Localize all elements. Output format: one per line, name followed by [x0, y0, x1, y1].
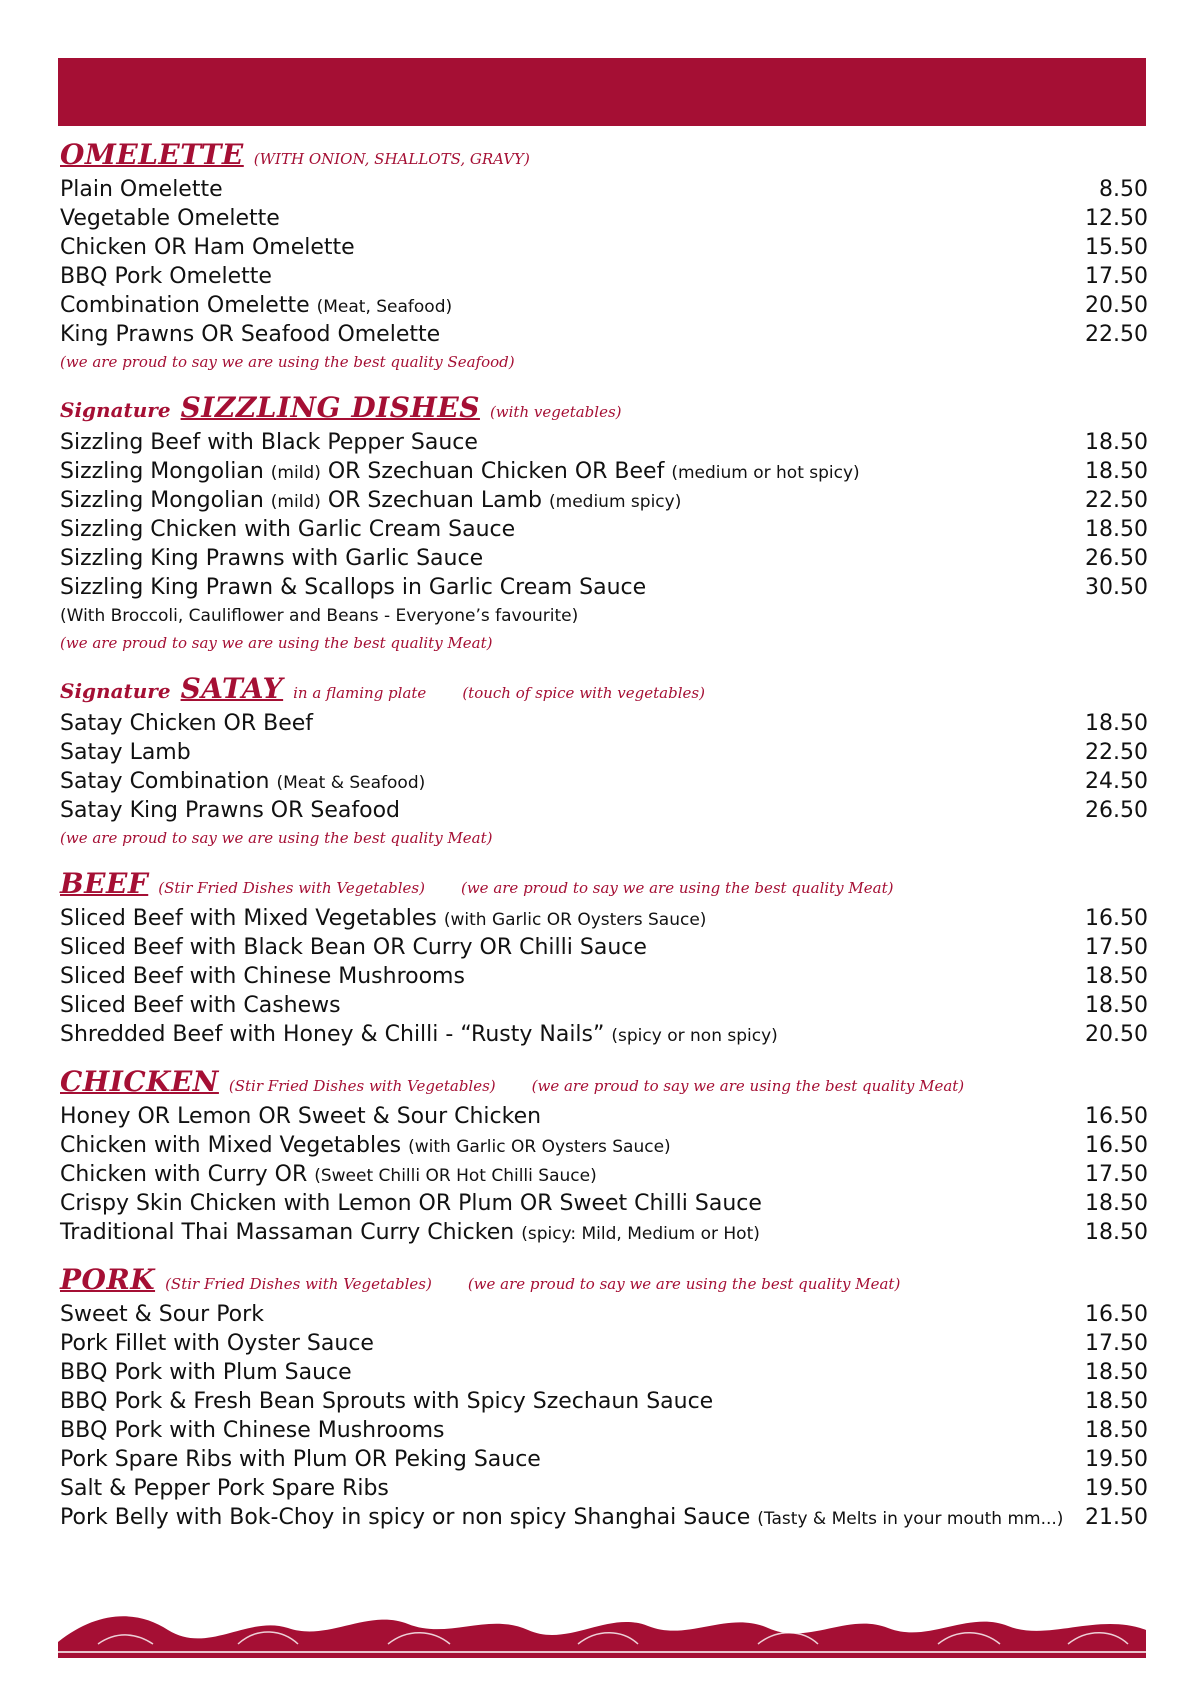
item-name: Satay Chicken OR Beef — [60, 711, 314, 736]
section-heading — [60, 1263, 1148, 1296]
item-price: 18.50 — [1085, 1220, 1148, 1245]
section-prefix: Signature — [60, 679, 171, 703]
menu-item — [60, 1474, 1148, 1503]
section-heading — [60, 867, 1148, 900]
item-price: 22.50 — [1085, 488, 1148, 513]
item-name: Sizzling King Prawn & Scallops in Garlic Cream Sauce — [60, 575, 647, 600]
section-pork — [60, 1263, 1148, 1532]
item-extra: (mild) — [270, 492, 321, 512]
section-title: SATAY — [180, 672, 284, 705]
section-prefix: Signature — [60, 398, 171, 422]
menu-item — [60, 1160, 1148, 1189]
item-price: 26.50 — [1085, 798, 1148, 823]
item-name-text: Sizzling Mongolian — [60, 488, 264, 513]
item-name: Satay King Prawns OR Seafood — [60, 798, 401, 823]
ornamental-footer-border — [58, 1600, 1146, 1658]
item-name: Vegetable Omelette — [60, 206, 280, 231]
item-name-text: Combination Omelette — [60, 293, 310, 318]
menu-item — [60, 486, 1148, 515]
item-name — [60, 1020, 778, 1049]
menu-item — [60, 1020, 1148, 1049]
item-price: 16.50 — [1085, 1104, 1148, 1129]
menu-item — [60, 962, 1148, 991]
section-subtitle-2: (we are proud to say we are using the best quality Meat) — [467, 1275, 901, 1293]
item-name: Salt & Pepper Pork Spare Ribs — [60, 1476, 389, 1501]
item-name-text-2: OR Szechuan Lamb — [327, 488, 543, 513]
item-price: 15.50 — [1085, 235, 1148, 260]
menu-item — [60, 1189, 1148, 1218]
menu-item — [60, 1503, 1148, 1532]
menu-item — [60, 796, 1148, 825]
item-name: BBQ Pork with Chinese Mushrooms — [60, 1418, 445, 1443]
item-price: 18.50 — [1085, 1389, 1148, 1414]
menu-item — [60, 1445, 1148, 1474]
section-sizzling — [60, 391, 1148, 656]
section-subtitle-2: (we are proud to say we are using the best quality Meat) — [531, 1077, 965, 1095]
item-name: Sizzling King Prawns with Garlic Sauce — [60, 546, 484, 571]
item-name: Sliced Beef with Cashews — [60, 993, 341, 1018]
item-price: 17.50 — [1085, 935, 1148, 960]
item-extra: (spicy or non spicy) — [611, 1026, 778, 1046]
menu-item — [60, 1416, 1148, 1445]
item-price: 18.50 — [1085, 430, 1148, 455]
item-name — [60, 1503, 1063, 1532]
item-name: BBQ Pork Omelette — [60, 264, 272, 289]
menu-item — [60, 573, 1148, 602]
item-price: 19.50 — [1085, 1447, 1148, 1472]
item-name: Sizzling Chicken with Garlic Cream Sauce — [60, 517, 516, 542]
header-band — [58, 58, 1146, 126]
menu-item — [60, 904, 1148, 933]
menu-item — [60, 991, 1148, 1020]
item-price: 19.50 — [1085, 1476, 1148, 1501]
item-price: 20.50 — [1085, 1022, 1148, 1047]
menu-item — [60, 738, 1148, 767]
item-name: King Prawns OR Seafood Omelette — [60, 322, 441, 347]
section-title: PORK — [60, 1263, 156, 1296]
item-price: 17.50 — [1085, 264, 1148, 289]
section-beef — [60, 867, 1148, 1049]
item-name-text: Chicken with Curry OR — [60, 1162, 308, 1187]
item-extra: (Sweet Chilli OR Hot Chilli Sauce) — [314, 1166, 597, 1186]
menu-item — [60, 1329, 1148, 1358]
menu-content — [60, 138, 1148, 1548]
item-price: 18.50 — [1085, 1191, 1148, 1216]
item-extra: (spicy: Mild, Medium or Hot) — [521, 1224, 760, 1244]
item-name: Pork Fillet with Oyster Sauce — [60, 1331, 374, 1356]
menu-item — [60, 1300, 1148, 1329]
item-name — [60, 291, 452, 320]
item-price: 26.50 — [1085, 546, 1148, 571]
item-price: 30.50 — [1085, 575, 1148, 600]
menu-item — [60, 291, 1148, 320]
item-name: Plain Omelette — [60, 177, 223, 202]
item-price: 17.50 — [1085, 1331, 1148, 1356]
item-name-text: Pork Belly with Bok-Choy in spicy or non spicy Shanghai Sauce — [60, 1505, 751, 1530]
item-price: 20.50 — [1085, 293, 1148, 318]
menu-item — [60, 175, 1148, 204]
item-name — [60, 904, 706, 933]
item-name — [60, 1218, 760, 1247]
menu-item — [60, 515, 1148, 544]
section-heading — [60, 391, 1148, 424]
item-name — [60, 486, 681, 515]
item-name: Satay Lamb — [60, 740, 191, 765]
item-name — [60, 457, 860, 486]
item-price: 8.50 — [1099, 177, 1148, 202]
section-subtitle: (with vegetables) — [489, 403, 622, 421]
item-name — [60, 1160, 597, 1189]
section-subtitle: (WITH ONION, SHALLOTS, GRAVY) — [253, 150, 530, 168]
section-satay — [60, 672, 1148, 851]
section-title: CHICKEN — [60, 1065, 219, 1098]
section-subtitle: (Stir Fried Dishes with Vegetables) — [228, 1077, 496, 1095]
section-chicken — [60, 1065, 1148, 1247]
item-price: 18.50 — [1085, 993, 1148, 1018]
section-omelette — [60, 138, 1148, 375]
item-price: 17.50 — [1085, 1162, 1148, 1187]
section-subtitle-2: (we are proud to say we are using the best quality Meat) — [460, 879, 894, 897]
item-extra: (with Garlic OR Oysters Sauce) — [408, 1137, 671, 1157]
item-extra: (Meat & Seafood) — [276, 773, 426, 793]
menu-item — [60, 262, 1148, 291]
menu-item — [60, 1218, 1148, 1247]
item-name-text: Chicken with Mixed Vegetables — [60, 1133, 402, 1158]
item-name — [60, 1131, 671, 1160]
item-price: 22.50 — [1085, 322, 1148, 347]
item-name: Crispy Skin Chicken with Lemon OR Plum OR Sweet Chilli Sauce — [60, 1191, 762, 1216]
item-name: Pork Spare Ribs with Plum OR Peking Sauce — [60, 1447, 541, 1472]
item-name-text: Sliced Beef with Mixed Vegetables — [60, 906, 437, 931]
menu-item — [60, 1358, 1148, 1387]
item-name-text: Shredded Beef with Honey & Chilli - “Rusty Nails” — [60, 1022, 605, 1047]
item-price: 18.50 — [1085, 1360, 1148, 1385]
menu-item — [60, 457, 1148, 486]
item-price: 24.50 — [1085, 769, 1148, 794]
section-note: (With Broccoli, Cauliflower and Beans - Everyone’s favourite) — [60, 606, 579, 626]
section-heading — [60, 1065, 1148, 1098]
menu-item — [60, 1387, 1148, 1416]
item-price: 12.50 — [1085, 206, 1148, 231]
section-heading — [60, 138, 1148, 171]
section-subtitle: in a flaming plate — [293, 684, 427, 702]
item-extra: (with Garlic OR Oysters Sauce) — [443, 910, 707, 930]
section-subtitle: (Stir Fried Dishes with Vegetables) — [158, 879, 425, 897]
menu-item — [60, 709, 1148, 738]
item-price: 18.50 — [1085, 517, 1148, 542]
item-name: Honey OR Lemon OR Sweet & Sour Chicken — [60, 1104, 542, 1129]
item-price: 21.50 — [1085, 1505, 1148, 1530]
item-extra: (Tasty & Melts in your mouth mm...) — [757, 1509, 1064, 1529]
menu-item — [60, 1131, 1148, 1160]
item-price: 18.50 — [1085, 711, 1148, 736]
item-price: 16.50 — [1085, 906, 1148, 931]
section-title: SIZZLING DISHES — [180, 391, 480, 424]
section-heading — [60, 672, 1148, 705]
item-name-text: Traditional Thai Massaman Curry Chicken — [60, 1220, 515, 1245]
quality-note: (we are proud to say we are using the best quality Seafood) — [60, 353, 515, 371]
menu-item — [60, 1102, 1148, 1131]
menu-item — [60, 428, 1148, 457]
section-subtitle-2: (touch of spice with vegetables) — [462, 684, 705, 702]
item-extra-2: (medium or hot spicy) — [671, 463, 860, 483]
menu-item — [60, 933, 1148, 962]
item-price: 16.50 — [1085, 1133, 1148, 1158]
menu-item — [60, 767, 1148, 796]
item-name-text: Sizzling Mongolian — [60, 459, 264, 484]
quality-note: (we are proud to say we are using the best quality Meat) — [60, 634, 493, 652]
section-title: BEEF — [60, 867, 149, 900]
item-name: Sliced Beef with Black Bean OR Curry OR Chilli Sauce — [60, 935, 647, 960]
item-name-text-2: OR Szechuan Chicken OR Beef — [327, 459, 665, 484]
item-price: 18.50 — [1085, 459, 1148, 484]
item-extra: (mild) — [270, 463, 321, 483]
item-name: Sweet & Sour Pork — [60, 1302, 264, 1327]
item-price: 16.50 — [1085, 1302, 1148, 1327]
item-price: 22.50 — [1085, 740, 1148, 765]
item-name: Sliced Beef with Chinese Mushrooms — [60, 964, 465, 989]
item-name: BBQ Pork & Fresh Bean Sprouts with Spicy Szechaun Sauce — [60, 1389, 714, 1414]
item-price: 18.50 — [1085, 964, 1148, 989]
section-subtitle: (Stir Fried Dishes with Vegetables) — [165, 1275, 432, 1293]
item-extra: (Meat, Seafood) — [316, 297, 453, 317]
item-extra-2: (medium spicy) — [549, 492, 682, 512]
menu-item — [60, 544, 1148, 573]
menu-item — [60, 204, 1148, 233]
item-name: Chicken OR Ham Omelette — [60, 235, 355, 260]
menu-item — [60, 320, 1148, 349]
section-title: OMELETTE — [60, 138, 244, 171]
menu-item — [60, 233, 1148, 262]
quality-note: (we are proud to say we are using the best quality Meat) — [60, 829, 493, 847]
item-name — [60, 767, 425, 796]
item-name: Sizzling Beef with Black Pepper Sauce — [60, 430, 478, 455]
item-name: BBQ Pork with Plum Sauce — [60, 1360, 352, 1385]
item-price: 18.50 — [1085, 1418, 1148, 1443]
item-name-text: Satay Combination — [60, 769, 270, 794]
